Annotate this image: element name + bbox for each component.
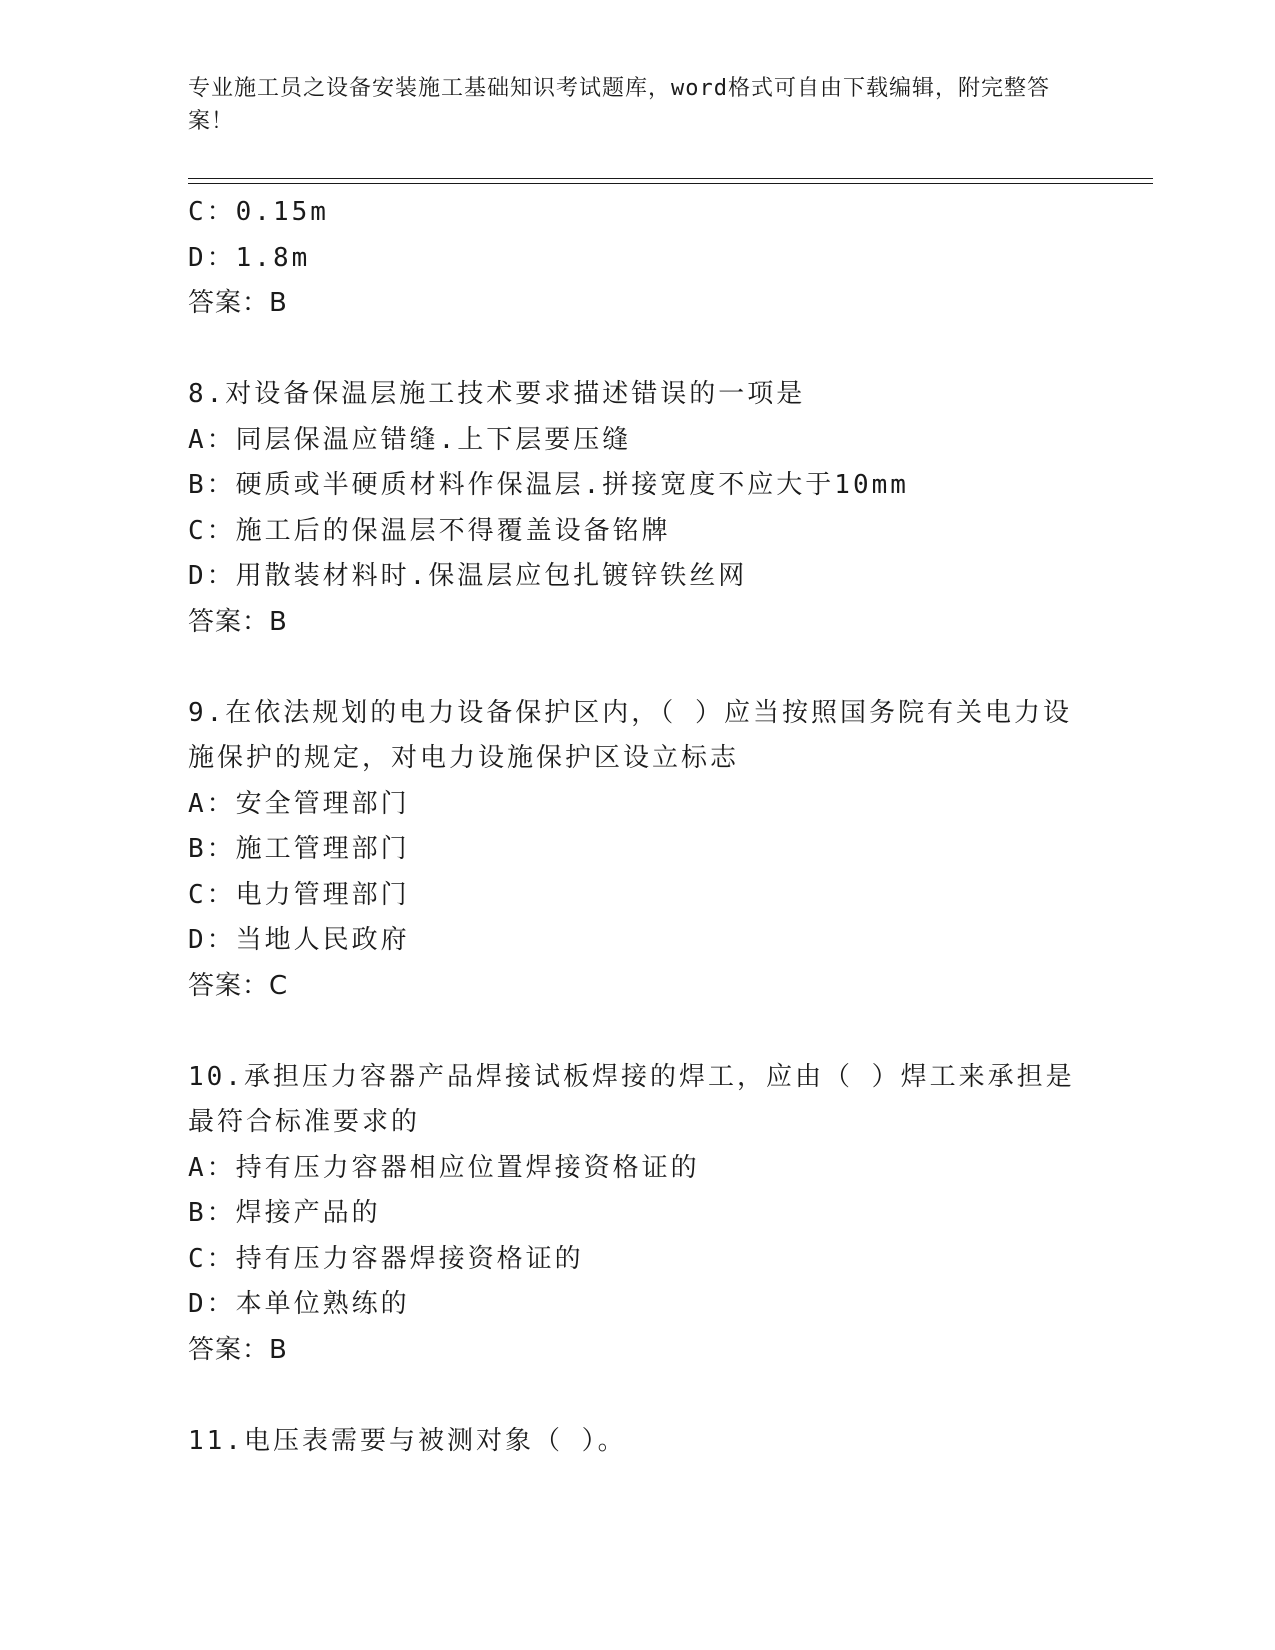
document-header	[188, 72, 1068, 138]
question-content	[188, 190, 1088, 1464]
option-c: C：持有压力容器焊接资格证的	[188, 1243, 584, 1274]
answer-line: 答案：B	[188, 606, 288, 637]
option-b: B：施工管理部门	[188, 834, 410, 864]
option-c: C：施工后的保温层不得覆盖设备铭牌	[188, 515, 671, 546]
answer-line: 答案：C	[188, 970, 289, 1001]
option-d: D：本单位熟练的	[188, 1289, 410, 1319]
spacer	[188, 1373, 1088, 1419]
question-stem: 11.电压表需要与被测对象（ ）。	[188, 1425, 627, 1456]
question-stem: 8.对设备保温层施工技术要求描述错误的一项是	[188, 379, 806, 409]
spacer	[188, 327, 1088, 373]
option-b: B：硬质或半硬质材料作保温层.拼接宽度不应大于10mm	[188, 470, 909, 500]
option-b: B：焊接产品的	[188, 1198, 381, 1228]
question-stem-line-2: 施保护的规定，对电力设施保护区设立标志	[188, 743, 740, 773]
question-stem-line-1: 9.在依法规划的电力设备保护区内，（ ）应当按照国务院有关电力设	[188, 697, 1072, 728]
option-c: C：0.15m	[188, 197, 329, 227]
header-divider	[188, 178, 1153, 184]
question-7-continued	[188, 190, 1088, 327]
option-d: D：当地人民政府	[188, 925, 410, 955]
question-10	[188, 1055, 1088, 1374]
question-stem-line-1: 10.承担压力容器产品焊接试板焊接的焊工，应由（ ）焊工来承担是	[188, 1061, 1075, 1092]
question-11	[188, 1419, 1088, 1465]
answer-line: 答案：B	[188, 288, 288, 318]
option-c: C：电力管理部门	[188, 879, 410, 910]
option-d: D：用散装材料时.保温层应包扎镀锌铁丝网	[188, 561, 748, 591]
spacer	[188, 1009, 1088, 1055]
option-d: D：1.8m	[188, 242, 311, 273]
header-text: 专业施工员之设备安装施工基础知识考试题库，word格式可自由下载编辑，附完整答案！	[188, 76, 1050, 134]
question-9	[188, 691, 1088, 1010]
spacer	[188, 645, 1088, 691]
option-a: A：持有压力容器相应位置焊接资格证的	[188, 1152, 700, 1183]
option-a: A：安全管理部门	[188, 788, 410, 819]
option-a: A：同层保温应错缝.上下层要压缝	[188, 424, 632, 455]
question-stem-line-2: 最符合标准要求的	[188, 1107, 421, 1137]
answer-line: 答案：B	[188, 1334, 288, 1365]
question-8	[188, 372, 1088, 645]
